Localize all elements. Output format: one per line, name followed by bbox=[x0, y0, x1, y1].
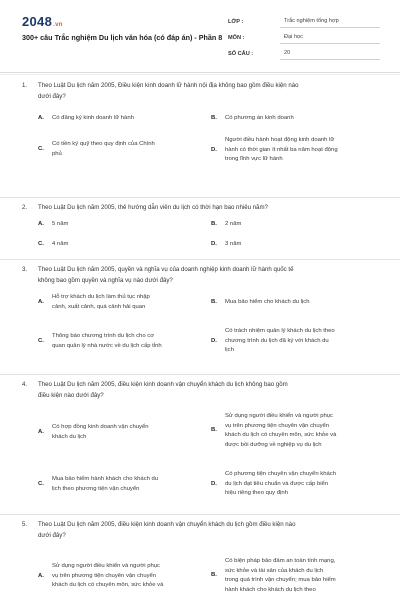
option-a[interactable] bbox=[38, 114, 206, 124]
option-letter: A. bbox=[38, 115, 44, 121]
meta-value: 20 bbox=[280, 44, 380, 60]
option-b[interactable] bbox=[211, 220, 379, 230]
option-b[interactable] bbox=[211, 298, 379, 308]
option-letter: D. bbox=[211, 480, 217, 487]
option-letter: D. bbox=[211, 337, 217, 344]
question-card bbox=[0, 198, 400, 260]
question-line: dưới đây? bbox=[38, 92, 66, 100]
option-text: Có phương án kinh doanh bbox=[225, 115, 294, 121]
page-title: 300+ câu Trắc nghiệm Du lịch văn hóa (có đáp án) - Phần 8 bbox=[22, 33, 223, 42]
question-text bbox=[22, 203, 378, 214]
option-text: Thông báo chương trình du lịch cho cơ quan quản lý nhà nước về du lịch cấp tỉnh bbox=[52, 333, 162, 349]
option-text: Hỗ trợ khách du lịch làm thủ tục nhập cảnh, xuất cảnh, quá cảnh hải quan bbox=[52, 294, 150, 310]
question-line: Theo Luật Du lịch năm 2005, điều kiện kinh doanh vận chuyển khách du lịch gồm điều kiện nào bbox=[38, 521, 296, 528]
option-letter: B. bbox=[211, 427, 217, 434]
option-c[interactable] bbox=[38, 475, 206, 494]
option-a[interactable] bbox=[38, 562, 206, 591]
option-text: Sử dụng người điều khiển và người phục vụ trên phương tiện chuyên vận chuyển khách du lịch có chuyên môn, sức khỏe và bbox=[52, 563, 164, 589]
question-text bbox=[22, 380, 378, 401]
option-text: Có đăng ký kinh doanh lữ hành bbox=[52, 115, 134, 121]
question-text bbox=[22, 265, 378, 286]
meta-info bbox=[228, 12, 380, 60]
option-letter: A. bbox=[38, 428, 44, 435]
question-line: Theo Luật Du lịch năm 2005, Điều kiện kinh doanh lữ hành nội địa không bao gồm điều kiện nào bbox=[38, 82, 299, 89]
option-d[interactable] bbox=[211, 240, 379, 250]
option-text: Có biện pháp bảo đảm an toàn tính mạng, sức khỏe và tài sản của khách du lịch trong quá trình vận chuyển; mua bảo hiểm hành khách cho khách du lịch theo bbox=[225, 558, 336, 593]
question-line: Theo Luật Du lịch năm 2005, thẻ hướng dẫn viên du lịch có thời hạn bao nhiêu năm? bbox=[38, 204, 268, 211]
option-text: Sử dụng người điều khiển và người phục vụ trên phương tiện chuyên vận chuyển khách du lịch có chuyên môn, sức khỏe và được bồi dưỡng về nghiệp vụ du lịch bbox=[225, 413, 337, 448]
option-text: Mua bảo hiểm hành khách cho khách du lịch theo phương tiện vận chuyển bbox=[52, 476, 159, 492]
option-text: Có hợp đồng kinh doanh vận chuyển khách du lịch bbox=[52, 424, 149, 440]
meta-key: LỚP : bbox=[228, 19, 244, 25]
option-letter: C. bbox=[38, 337, 44, 344]
question-text bbox=[22, 81, 378, 102]
option-text: Có phương tiện chuyên vận chuyển khách du lịch đạt tiêu chuẩn và được cấp biển hiệu riêng theo quy định bbox=[225, 471, 336, 497]
option-a[interactable] bbox=[38, 423, 206, 442]
option-b[interactable] bbox=[211, 114, 379, 124]
question-line: điều kiện nào dưới đây? bbox=[38, 391, 104, 399]
option-letter: C. bbox=[38, 145, 44, 152]
option-c[interactable] bbox=[38, 332, 206, 351]
question-line: Theo Luật Du lịch năm 2005, điều kiện kinh doanh vận chuyển khách du lịch không bao gồm bbox=[38, 381, 288, 388]
header-divider-shadow bbox=[0, 74, 400, 75]
option-letter: B. bbox=[211, 115, 217, 121]
option-b[interactable] bbox=[211, 557, 379, 595]
meta-key: SỐ CÂU : bbox=[228, 51, 254, 57]
meta-row-count bbox=[228, 44, 380, 60]
question-number: 2. bbox=[22, 204, 28, 211]
logo-text: 2048 bbox=[22, 14, 53, 29]
option-text: Có trách nhiệm quản lý khách du lịch theo chương trình du lịch đã ký với khách du lịch bbox=[225, 328, 335, 354]
option-text: Mua bảo hiểm cho khách du lịch bbox=[225, 299, 310, 305]
option-a[interactable] bbox=[38, 293, 206, 312]
option-d[interactable] bbox=[211, 136, 379, 165]
option-text: 3 năm bbox=[225, 241, 242, 247]
logo-suffix: .vn bbox=[53, 22, 63, 28]
option-c[interactable] bbox=[38, 140, 206, 159]
option-letter: B. bbox=[211, 221, 217, 227]
option-text: 2 năm bbox=[225, 221, 242, 227]
site-logo[interactable] bbox=[22, 14, 63, 29]
option-letter: C. bbox=[38, 241, 44, 247]
question-number: 1. bbox=[22, 82, 28, 89]
header-divider bbox=[0, 72, 400, 73]
option-letter: B. bbox=[211, 572, 217, 579]
option-letter: B. bbox=[211, 299, 217, 305]
option-letter: D. bbox=[211, 241, 217, 247]
option-d[interactable] bbox=[211, 470, 379, 499]
meta-row-class bbox=[228, 12, 380, 28]
question-card bbox=[0, 515, 400, 600]
option-a[interactable] bbox=[38, 220, 206, 230]
question-card bbox=[0, 260, 400, 375]
question-text bbox=[22, 520, 378, 541]
meta-value: Đại học bbox=[280, 28, 380, 44]
option-letter: D. bbox=[211, 146, 217, 153]
meta-value: Trắc nghiệm tổng hợp bbox=[280, 12, 380, 28]
option-c[interactable] bbox=[38, 240, 206, 250]
document-header bbox=[0, 0, 400, 70]
question-line: Theo Luật Du lịch năm 2005, quyền và nghĩa vụ của doanh nghiệp kinh doanh lữ hành quốc tế bbox=[38, 266, 294, 273]
meta-row-subject bbox=[228, 28, 380, 44]
option-letter: A. bbox=[38, 221, 44, 227]
option-letter: A. bbox=[38, 298, 44, 305]
question-line: không bao gồm quyền và nghĩa vụ nào dưới đây? bbox=[38, 276, 173, 284]
option-letter: C. bbox=[38, 480, 44, 487]
question-number: 4. bbox=[22, 381, 28, 388]
question-card bbox=[0, 375, 400, 515]
question-card bbox=[0, 76, 400, 198]
option-text: 5 năm bbox=[52, 221, 69, 227]
option-d[interactable] bbox=[211, 327, 379, 356]
option-text: Có tiền ký quỹ theo quy định của Chính phủ bbox=[52, 141, 155, 157]
option-letter: A. bbox=[38, 572, 44, 579]
question-line: dưới đây? bbox=[38, 531, 66, 539]
question-number: 3. bbox=[22, 266, 28, 273]
meta-key: MÔN : bbox=[228, 35, 245, 41]
option-b[interactable] bbox=[211, 412, 379, 450]
option-text: 4 năm bbox=[52, 241, 69, 247]
option-text: Người điều hành hoạt động kinh doanh lữ hành có thời gian ít nhất ba năm hoạt động trong lĩnh vực lữ hành bbox=[225, 137, 338, 163]
question-number: 5. bbox=[22, 521, 28, 528]
